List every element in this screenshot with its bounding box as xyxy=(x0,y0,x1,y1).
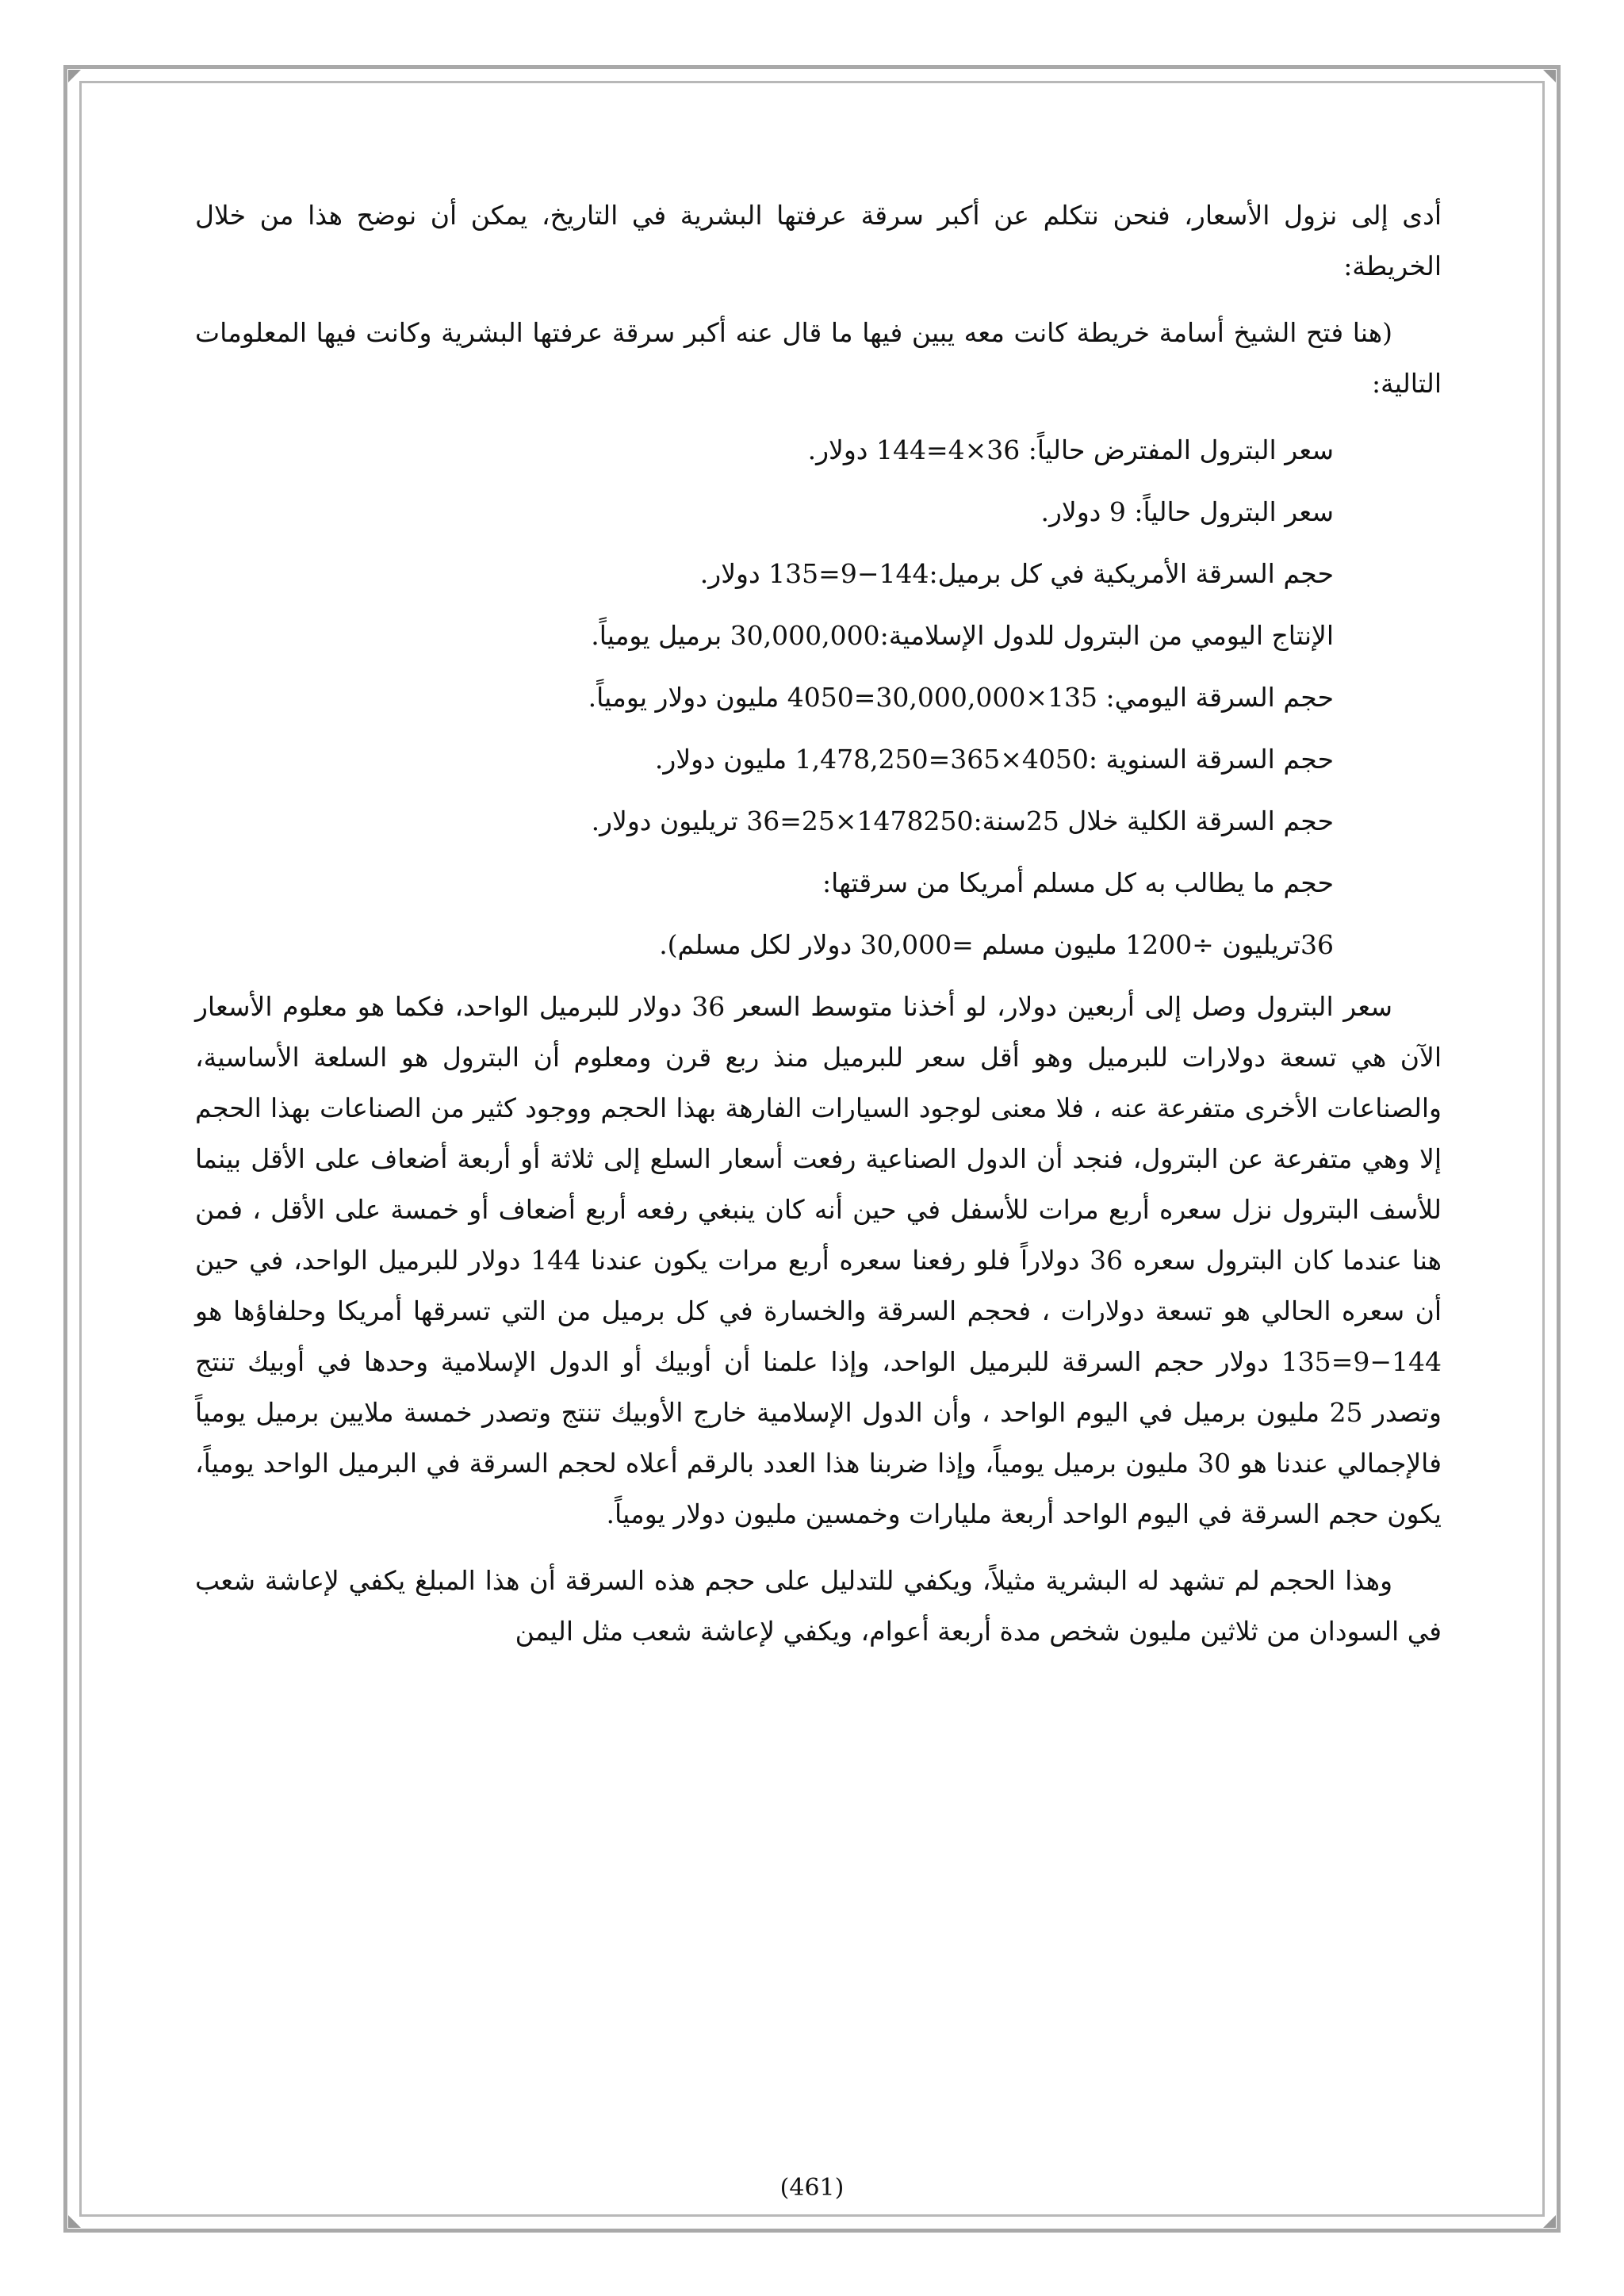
corner-ornament-top-left xyxy=(68,70,81,82)
paragraph-scale: وهذا الحجم لم تشهد له البشرية مثيلاً، ويكفي للتدليل على حجم هذه السرقة أن هذا المبلغ يكفي لإعاشة شعب في السودان من ثلاثين مليون شخص مدة أربعة أعوام، ويكفي لإعاشة شعب مثل اليمن xyxy=(195,1565,1442,1647)
list-item: حجم السرقة الأمريكية في كل برميل:144−9=135 دولار. xyxy=(699,558,1334,589)
paragraph-intro: أدى إلى نزول الأسعار، فنحن نتكلم عن أكبر سرقة عرفتها البشرية في التاريخ، يمكن أن نوضح هذا من خلال الخريطة: xyxy=(195,200,1442,281)
list-item: حجم السرقة الكلية خلال 25سنة:1478250×25=36 تريليون دولار. xyxy=(591,806,1334,836)
list-item: سعر البترول المفترض حالياً: 36×4=144 دولار. xyxy=(807,434,1334,465)
list-item: سعر البترول حالياً: 9 دولار. xyxy=(1040,496,1334,527)
list-item: الإنتاج اليومي من البترول للدول الإسلامية:30,000,000 برميل يومياً. xyxy=(591,620,1334,651)
list-item: حجم السرقة اليومي: 135×30,000,000=4050 مليون دولار يومياً. xyxy=(588,682,1334,713)
list-item: 36تريليون ÷1200 مليون مسلم =30,000 دولار لكل مسلم). xyxy=(659,929,1334,960)
corner-ornament-bottom-left xyxy=(68,2215,81,2228)
page-body xyxy=(195,190,1442,1673)
calculation-list xyxy=(195,425,1442,970)
corner-ornament-bottom-right xyxy=(1543,2215,1556,2228)
list-item: حجم ما يطالب به كل مسلم أمريكا من سرقتها: xyxy=(822,867,1334,898)
corner-ornament-top-right xyxy=(1543,70,1556,82)
paragraph-oil-price: سعر البترول وصل إلى أربعين دولار، لو أخذنا متوسط السعر 36 دولار للبرميل الواحد، فكما هو معلوم الأسعار الآن هي تسعة دولارات للبرميل وهو أقل سعر للبرميل منذ ربع قرن ومعلوم أن البترول هو السلعة الأساسية، والصناعات الأخرى متفرعة عنه ، فلا معنى لوجود السيارات الفارهة بهذا الحجم ووجود كثير من الصناعات بهذا الحجم إلا وهي متفرعة عن البترول، فنجد أن الدول الصناعية رفعت أسعار السلع إلى ثلاثة أو أربعة أضعاف على الأقل بينما للأسف البترول نزل سعره أربع مرات للأسفل في حين أنه كان ينبغي رفعه أربع أضعاف أو خمسة على الأقل ، فمن هنا عندما كان البترول سعره 36 دولاراً فلو رفعنا سعره أربع مرات يكون عندنا 144 دولار للبرميل الواحد، في حين أن سعره الحالي هو تسعة دولارات ، فحجم السرقة والخسارة في كل برميل من التي تسرقها أمريكا وحلفاؤها هو 144−9=135 دولار حجم السرقة للبرميل الواحد، وإذا علمنا أن أوبيك أو الدول الإسلامية وحدها في أوبيك تنتج وتصدر 25 مليون برميل في اليوم الواحد ، وأن الدول الإسلامية خارج الأوبيك تنتج وتصدر خمسة ملايين برميل يومياً فالإجمالي عندنا هو 30 مليون برميل يومياً، وإذا ضربنا هذا العدد بالرقم أعلاه لحجم السرقة في البرميل الواحد يومياً، يكون حجم السرقة في اليوم الواحد أربعة مليارات وخمسين مليون دولار يومياً. xyxy=(195,991,1442,1529)
page-number: (461) xyxy=(779,2174,845,2202)
paragraph-map-note: (هنا فتح الشيخ أسامة خريطة كانت معه يبين فيها ما قال عنه أكبر سرقة عرفتها البشرية وكانت فيها المعلومات التالية: xyxy=(195,317,1442,399)
list-item: حجم السرقة السنوية :4050×365=1,478,250 مليون دولار. xyxy=(654,744,1334,775)
